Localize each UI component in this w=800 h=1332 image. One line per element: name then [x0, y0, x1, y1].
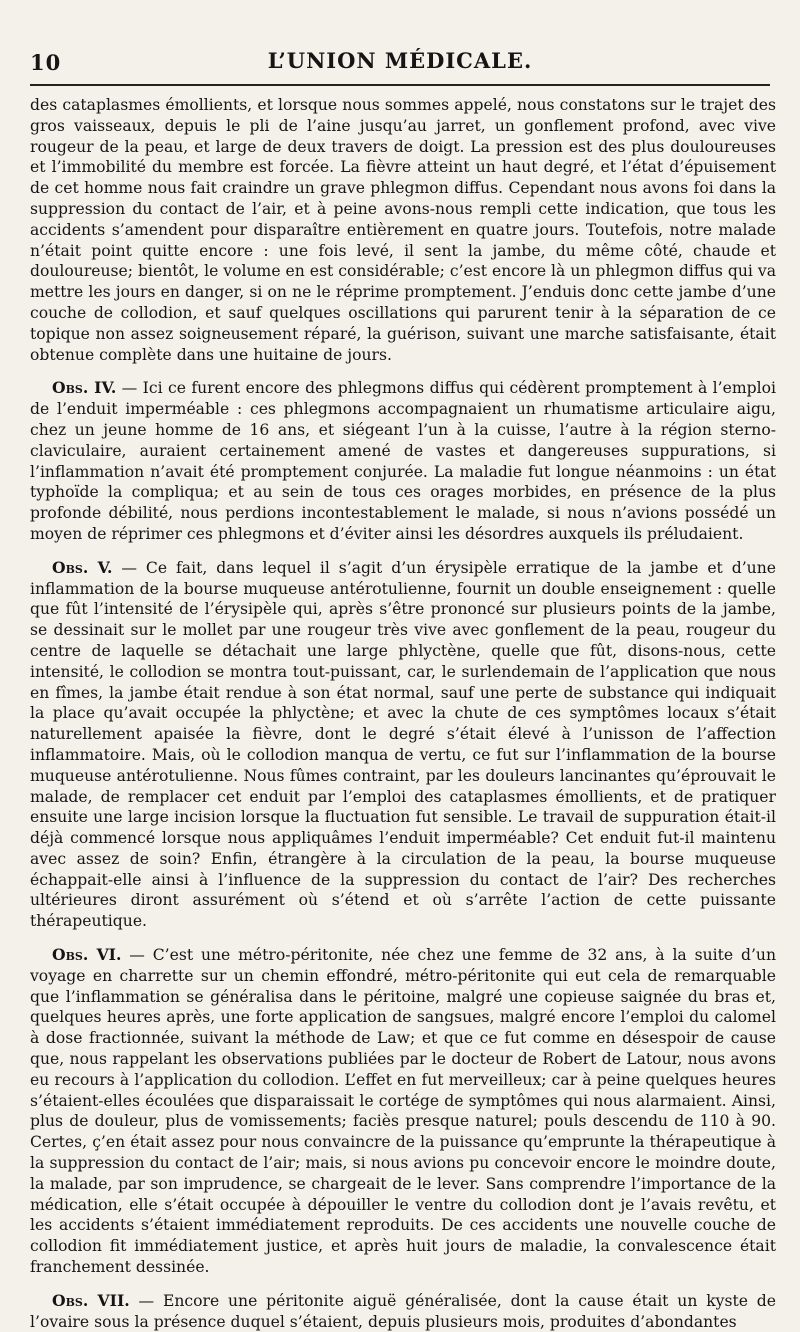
paragraph-text: — Ce fait, dans lequel il s’agit d’un érysipèle erratique de la jambe et d’une inflammation de la bourse muqueuse antérotulienne, fournit un double enseignement : quelle que fût l’intensité de l’érysipèle qui, après s’être prononcé sur plusieurs points de la jambe, se dessinait sur le mollet par une rougeur très vive avec gonflement de la peau, rougeur du centre de laquelle se détachait une large phlyctène, quelle que fût, disons-nous, cette intensité, le collodion se montra tout-puissant, car, le surlendemain de l’application que nous en fîmes, la jambe était rendue à son état normal, sauf une perte de substance qui indiquait la place qu’avait occupée la phlyctène; et avec la chute de ces symptômes locaux s’était naturellement apaisée la fièvre, dont le degré s’était élevé à l’unisson de l’affection inflammatoire. Mais, où le collodion manqua de vertu, ce fut sur l’inflammation de la bourse muqueuse antérotulienne. Nous fûmes contraint, par les douleurs lancinantes qu’éprouvait le malade, de remplacer cet enduit par l’emploi des cataplasmes émollients, et de pratiquer ensuite une large incision lorsque la fluctuation fut sensible. Le travail de suppuration était-il déjà commencé lorsque nous appliquâmes l’enduit imperméable? Cet enduit fut-il maintenu avec assez de soin? Enfin, étrangère à la circulation de la peau, la bourse muqueuse échappait-elle ainsi à l’influence de la suppression du contact de l’air? Des recherches ultérieures diront assurément où s’étend et où s’arrête l’action de cette puissante thérapeutique.: [30, 558, 776, 931]
observation-vii: [30, 1291, 776, 1332]
observation-label: Obs. V.: [52, 557, 113, 577]
article-body: [30, 95, 776, 1332]
paragraph-continuation: [30, 95, 776, 365]
paragraph-text: des cataplasmes émollients, et lorsque nous sommes appelé, nous constatons sur le trajet des gros vaisseaux, depuis le pli de l’aine jusqu’au jarret, un gonflement profond, avec vive rougeur de la peau, et large de deux travers de doigt. La pression est des plus douloureuses et l’immobilité du membre est forcée. La fièvre atteint un haut degré, et l’état d’épuisement de cet homme nous fait craindre un grave phlegmon diffus. Cependant nous avons foi dans la suppression du contact de l’air, et à peine avons-nous rempli cette indication, que tous les accidents s’amendent pour disparaître entièrement en quatre jours. Toutefois, notre malade n’était point quitte encore : une fois levé, il sent la jambe, du même côté, chaude et douloureuse; bientôt, le volume en est considérable; c’est encore là un phlegmon diffus qui va mettre les jours en danger, si on ne le réprime promptement. J’enduis donc cette jambe d’une couche de collodion, et sauf quelques oscillations qui parurent tenir à la séparation de ce topique non assez soigneusement réparé, la guérison, suivant une marche satisfaisante, était obtenue complète dans une huitaine de jours.: [30, 96, 776, 364]
journal-title: L’UNION MÉDICALE.: [267, 48, 533, 73]
header-rule: [30, 84, 770, 86]
observation-label: Obs. VII.: [52, 1290, 130, 1310]
page-number: 10: [30, 50, 62, 75]
observation-iv: [30, 378, 776, 544]
paragraph-text: — C’est une métro-péritonite, née chez une femme de 32 ans, à la suite d’un voyage en charrette sur un chemin effondré, métro-péritonite qui eut cela de remarquable que l’inflammation se généralisa dans le péritoine, malgré une copieuse saignée du bras et, quelques heures après, une forte application de sangsues, malgré encore l’emploi du calomel à dose fractionnée, suivant la méthode de Law; et que ce fut comme en désespoir de cause que, nous rappelant les observations publiées par le docteur de Robert de Latour, nous avons eu recours à l’application du collodion. L’effet en fut merveilleux; car à peine quelques heures s’étaient-elles écoulées que disparaissait le cortége de symptômes qui nous alarmaient. Ainsi, plus de douleur, plus de vomissements; faciès presque naturel; pouls descendu de 110 à 90. Certes, ç’en était assez pour nous convaincre de la puissance qu’emprunte la thérapeutique à la suppression du contact de l’air; mais, si nous avions pu concevoir encore le moindre doute, la malade, par son imprudence, se chargeait de le lever. Sans comprendre l’importance de la médication, elle s’était occupée à dépouiller le ventre du collodion dont je l’avais revêtu, et les accidents s’étaient immédiatement reproduits. De ces accidents une nouvelle couche de collodion fit immédiatement justice, et après huit jours de maladie, la convalescence était franchement dessinée.: [30, 946, 776, 1277]
observation-label: Obs. IV.: [52, 378, 117, 398]
paragraph-text: — Encore une péritonite aiguë généralisée, dont la cause était un kyste de l’ovaire sous la présence duquel s’étaient, depuis plusieurs mois, produites d’abondantes: [30, 1291, 776, 1331]
observation-vi: [30, 945, 776, 1278]
observation-v: [30, 558, 776, 932]
running-head: [30, 44, 770, 74]
observation-label: Obs. VI.: [52, 945, 122, 965]
paragraph-text: — Ici ce furent encore des phlegmons diffus qui cédèrent promptement à l’emploi de l’enduit imperméable : ces phlegmons accompagnaient un rhumatisme articulaire aigu, chez un jeune homme de 16 ans, et siégeant l’un à la cuisse, l’autre à la région sterno-claviculaire, auraient certainement amené de vastes et dangereuses suppurations, si l’inflammation n’avait été promptement conjurée. La maladie fut longue néanmoins : un état typhoïde la compliqua; et au sein de tous ces orages morbides, en présence de la plus profonde débilité, nous perdions incontestablement le malade, si nous n’avions possédé un moyen de réprimer ces phlegmons et d’éviter ainsi les désordres auxquels ils préludaient.: [30, 379, 776, 543]
